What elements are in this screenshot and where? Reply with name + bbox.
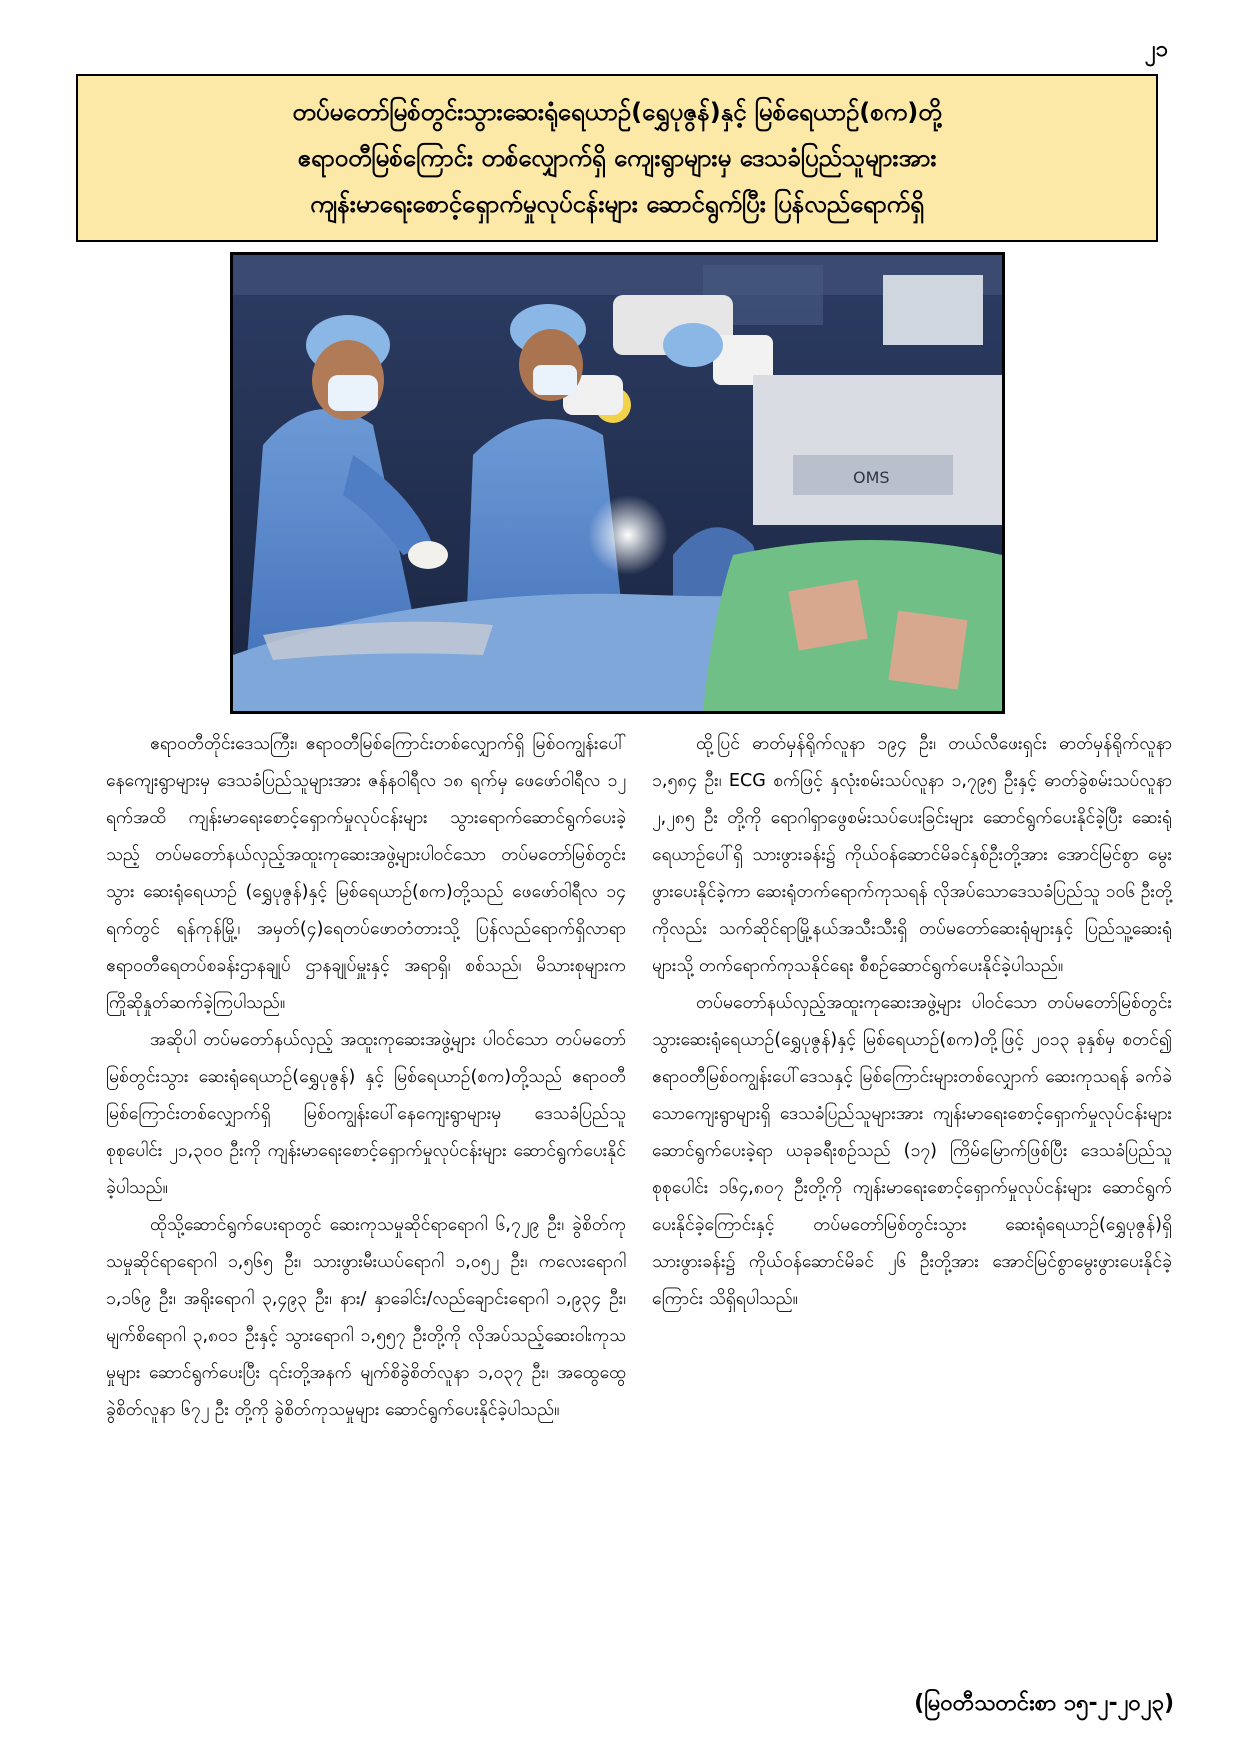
article-paragraph: ထိုသို့ဆောင်ရွက်ပေးရာတွင် ဆေးကုသမှုဆိုင်ရာရောဂါ ၆,၇၂၉ ဦး၊ ခွဲစိတ်ကုသမှုဆိုင်ရာရောဂါ ၁,၅၆၅ ဦး၊ သားဖွားမီးယပ်ရောဂါ ၁,၀၅၂ ဦး၊ ကလေးရောဂါ ၁,၁၆၉ ဦး၊ အရိုးရောဂါ ၃,၄၉၃ ဦး၊ နား/ နှာခေါင်း/လည်ချောင်းရောဂါ ၁,၉၃၄ ဦး၊ မျက်စိရောဂါ ၃,၈၀၁ ဦးနှင့် သွားရောဂါ ၁,၅၅၇ ဦးတို့ကို လိုအပ်သည့်ဆေးဝါးကုသမှုများ ဆောင်ရွက်ပေးပြီး ၎င်းတို့အနက် မျက်စိခွဲစိတ်လူနာ ၁,၀၃၇ ဦး၊ အထွေထွေခွဲစိတ်လူနာ ၆၇၂ ဦး တို့ကို ခွဲစိတ်ကုသမှုများ ဆောင်ရွက်ပေးနိုင်ခဲ့ပါသည်။	[106, 1215, 626, 1420]
page-number: ၂၁	[1144, 37, 1168, 62]
wall-panel	[883, 275, 983, 345]
gloved-hand	[408, 541, 448, 569]
surgery-photo-illustration	[233, 255, 1002, 711]
headline-line: ဧရာဝတီမြစ်ကြောင်း တစ်လျှောက်ရှိ ကျေးရွာများမှ ဒေသခံပြည်သူများအား	[297, 144, 937, 172]
right-column	[652, 726, 1172, 1429]
article-paragraph: ဧရာဝတီတိုင်းဒေသကြီး၊ ဧရာဝတီမြစ်ကြောင်းတစ်လျှောက်ရှိ မြစ်ဝကျွန်းပေါ်နေကျေးရွာများမှ ဒေသခံပြည်သူများအား ဇန်နဝါရီလ ၁၈ ရက်မှ ဖေဖော်ဝါရီလ ၁၂ ရက်အထိ ကျန်းမာရေးစောင့်ရှောက်မှုလုပ်ငန်းများ သွားရောက်ဆောင်ရွက်ပေးခဲ့သည့် တပ်မတော်နယ်လှည့်အထူးကုဆေးအဖွဲ့များပါဝင်သော တပ်မတော်မြစ်တွင်းသွား ဆေးရုံရေယာဉ် (ရွှေပုဇွန်)နှင့် မြစ်ရေယာဉ်(စက)တို့သည် ဖေဖော်ဝါရီလ ၁၄ ရက်တွင် ရန်ကုန်မြို့၊ အမှတ်(၄)ရေတပ်ဖောတံတားသို့ ပြန်လည်ရောက်ရှိလာရာ ဧရာဝတီရေတပ်စခန်းဌာနချုပ် ဌာနချုပ်မှူးနှင့် အရာရှိ၊ စစ်သည်၊ မိသားစုများက ကြိုဆိုနှုတ်ဆက်ခဲ့ကြပါသည်။	[106, 734, 626, 1013]
article-body	[106, 726, 1172, 1429]
article-paragraph: အဆိုပါ တပ်မတော်နယ်လှည့် အထူးကုဆေးအဖွဲ့များ ပါဝင်သော တပ်မတော်မြစ်တွင်းသွား ဆေးရုံရေယာဉ်(ရွှေပုဇွန်) နှင့် မြစ်ရေယာဉ်(စက)တို့သည် ဧရာဝတီမြစ်ကြောင်းတစ်လျှောက်ရှိ မြစ်ဝကျွန်းပေါ်နေကျေးရွာများမှ ဒေသခံပြည်သူ စုစုပေါင်း ၂၁,၃၀၀ ဦးကို ကျန်းမာရေးစောင့်ရှောက်မှုလုပ်ငန်းများ ဆောင်ရွက်ပေးနိုင်ခဲ့ပါသည်။	[106, 1030, 626, 1198]
monitor-label: OMS	[853, 468, 890, 487]
surgery-photo	[230, 252, 1005, 714]
headline-line: တပ်မတော်မြစ်တွင်းသွားဆေးရုံရေယာဉ်(ရွှေပုဇွန်)နှင့် မြစ်ရေယာဉ်(စက)တို့	[292, 98, 942, 126]
surgical-light-glare	[588, 495, 668, 575]
headline-line: ကျန်းမာရေးစောင့်ရှောက်မှုလုပ်ငန်းများ ဆောင်ရွက်ပြီး ပြန်လည်ရောက်ရှိ	[310, 190, 924, 218]
source-citation: (မြဝတီသတင်းစာ ၁၅-၂-၂၀၂၃)	[914, 1691, 1174, 1716]
article-paragraph: ထို့ပြင် ဓာတ်မှန်ရိုက်လူနာ ၁၉၄ ဦး၊ တယ်လီဖေးရှင်း ဓာတ်မှန်ရိုက်လူနာ ၁,၅၈၄ ဦး၊ ECG စက်ဖြင့် နှလုံးစမ်းသပ်လူနာ ၁,၇၉၅ ဦးနှင့် ဓာတ်ခွဲစမ်းသပ်လူနာ ၂,၂၈၅ ဦး တို့ကို ရောဂါရှာဖွေစမ်းသပ်ပေးခြင်းများ ဆောင်ရွက်ပေးနိုင်ခဲ့ပြီး ဆေးရုံရေယာဉ်ပေါ်ရှိ သားဖွားခန်း၌ ကိုယ်ဝန်ဆောင်မိခင်နှစ်ဦးတို့အား အောင်မြင်စွာ မွေးဖွားပေးနိုင်ခဲ့ကာ ဆေးရုံတက်ရောက်ကုသရန် လိုအပ်သောဒေသခံပြည်သူ ၁၀၆ ဦးတို့ကိုလည်း သက်ဆိုင်ရာမြို့နယ်အသီးသီးရှိ တပ်မတော်ဆေးရုံများနှင့် ပြည်သူ့ဆေးရုံများသို့ တက်ရောက်ကုသနိုင်ရေး စီစဉ်ဆောင်ရွက်ပေးနိုင်ခဲ့ပါသည်။	[652, 734, 1172, 976]
surgical-mask	[328, 375, 378, 411]
article-paragraph: တပ်မတော်နယ်လှည့်အထူးကုဆေးအဖွဲ့များ ပါဝင်သော တပ်မတော်မြစ်တွင်းသွားဆေးရုံရေယာဉ်(ရွှေပုဇွန်)နှင့် မြစ်ရေယာဉ်(စက)တို့ဖြင့် ၂၀၁၃ ခုနှစ်မှ စတင်၍ ဧရာဝတီမြစ်ဝကျွန်းပေါ်ဒေသနှင့် မြစ်ကြောင်းများတစ်လျှောက် ဆေးကုသရန် ခက်ခဲသောကျေးရွာများရှိ ဒေသခံပြည်သူများအား ကျန်းမာရေးစောင့်ရှောက်မှုလုပ်ငန်းများ ဆောင်ရွက်ပေးခဲ့ရာ ယခုခရီးစဉ်သည် (၁၇) ကြိမ်မြောက်ဖြစ်ပြီး ဒေသခံပြည်သူ စုစုပေါင်း ၁၆၄,၈၀၇ ဦးတို့ကို ကျန်းမာရေးစောင့်ရှောက်မှုလုပ်ငန်းများ ဆောင်ရွက်ပေးနိုင်ခဲ့ကြောင်းနှင့် တပ်မတော်မြစ်တွင်းသွား ဆေးရုံရေယာဉ်(ရွှေပုဇွန်)ရှိ သားဖွားခန်း၌ ကိုယ်ဝန်ဆောင်မိခင် ၂၆ ဦးတို့အား အောင်မြင်စွာမွေးဖွားပေးနိုင်ခဲ့ကြောင်း သိရှိရပါသည်။	[652, 993, 1172, 1309]
left-column	[106, 726, 626, 1429]
headline-box	[76, 74, 1158, 242]
